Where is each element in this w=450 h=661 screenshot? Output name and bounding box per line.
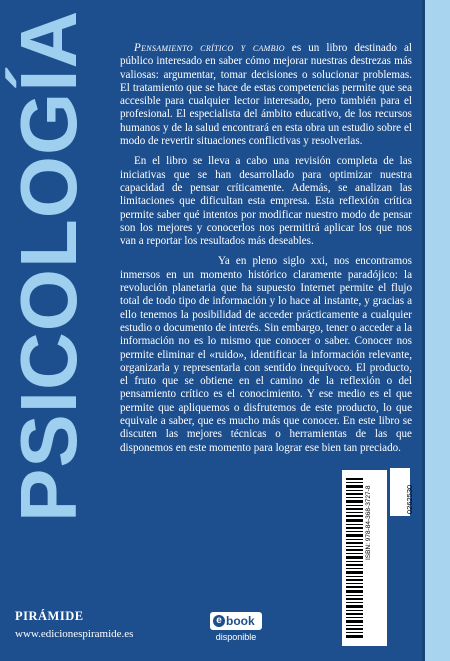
barcode-bars-icon bbox=[346, 478, 363, 638]
synopsis-paragraph-2: En el libro se lleva a cabo una revisión completa de las iniciativas que se han desarrollado para optimizar nuestra capacidad de pensar críticamente. Además, se analizan las limitaciones que dificultan esta empresa. Esta reflexión crítica permite saber qué intentos por modificar nuestro modo de pensar son los mejores y conocerlos nos permitirá aplicar los que nos van a reportar los resultados más deseables. bbox=[120, 155, 412, 248]
ebook-logo bbox=[210, 612, 262, 630]
product-code-box bbox=[390, 468, 414, 516]
synopsis-text bbox=[120, 42, 412, 462]
publisher-logo-text: PIRÁMIDE bbox=[15, 609, 84, 623]
right-color-strip bbox=[422, 0, 450, 661]
synopsis-paragraph-1 bbox=[120, 42, 412, 148]
ebook-badge bbox=[210, 612, 262, 642]
book-title-inline: Pensamiento crítico y cambio bbox=[134, 42, 285, 54]
ebook-label: book bbox=[226, 614, 255, 628]
spine-title: PSICOLOGÍA bbox=[4, 9, 93, 522]
ebook-e-icon: e bbox=[213, 615, 225, 627]
publisher-website[interactable]: www.edicionespiramide.es bbox=[15, 628, 134, 640]
product-code: 0262530 bbox=[405, 484, 414, 514]
isbn-number: ISBN: 978-84-368-3727-8 bbox=[365, 485, 372, 560]
barcode bbox=[342, 470, 387, 646]
ebook-available-label: disponible bbox=[215, 632, 257, 642]
synopsis-paragraph-3: Ya en pleno siglo xxi, nos encontramos inmersos en un momento histórico claramente paradójico: la revolución planetaria que ha supuesto Internet permite el flujo total de todo tipo de información y lo hace al instante, y gracias a ello tenemos la posibilidad de acceder prácticamente a cualquier estudio o documento de interés. Sin embargo, tener o acceder a la información no es lo mismo que conocer o saber. Conocer nos permite eliminar el «ruido», identificar la información relevante, organizarla y representarla con sentido inequívoco. El producto, el fruto que se obtiene en el camino de la reflexión o del pensamiento crítico es el conocimiento. Y ese medio es el que permite que apliquemos o disfrutemos de este producto, lo que equivale a saber, que es mucho más que conocer. En este libro se discuten las mejores técnicas o herramientas de las que disponemos en este momento para lograr ese bien tan preciado. bbox=[120, 255, 412, 454]
paragraph-1-text: es un libro destinado al público interesado en saber cómo mejorar nuestras destrezas más valiosas: argumentar, tomar decisiones o solucionar problemas. El tratamiento que se hace de estas competencias permite que sea accesible para cualquier lector interesado, pero también para el profesional. El especialista del ámbito educativo, de los recursos humanos y de la salud encontrará en esta obra un estudio sobre el modo de revertir situaciones conflictivas y resolverlas. bbox=[120, 42, 412, 148]
strip-edge bbox=[422, 0, 425, 661]
